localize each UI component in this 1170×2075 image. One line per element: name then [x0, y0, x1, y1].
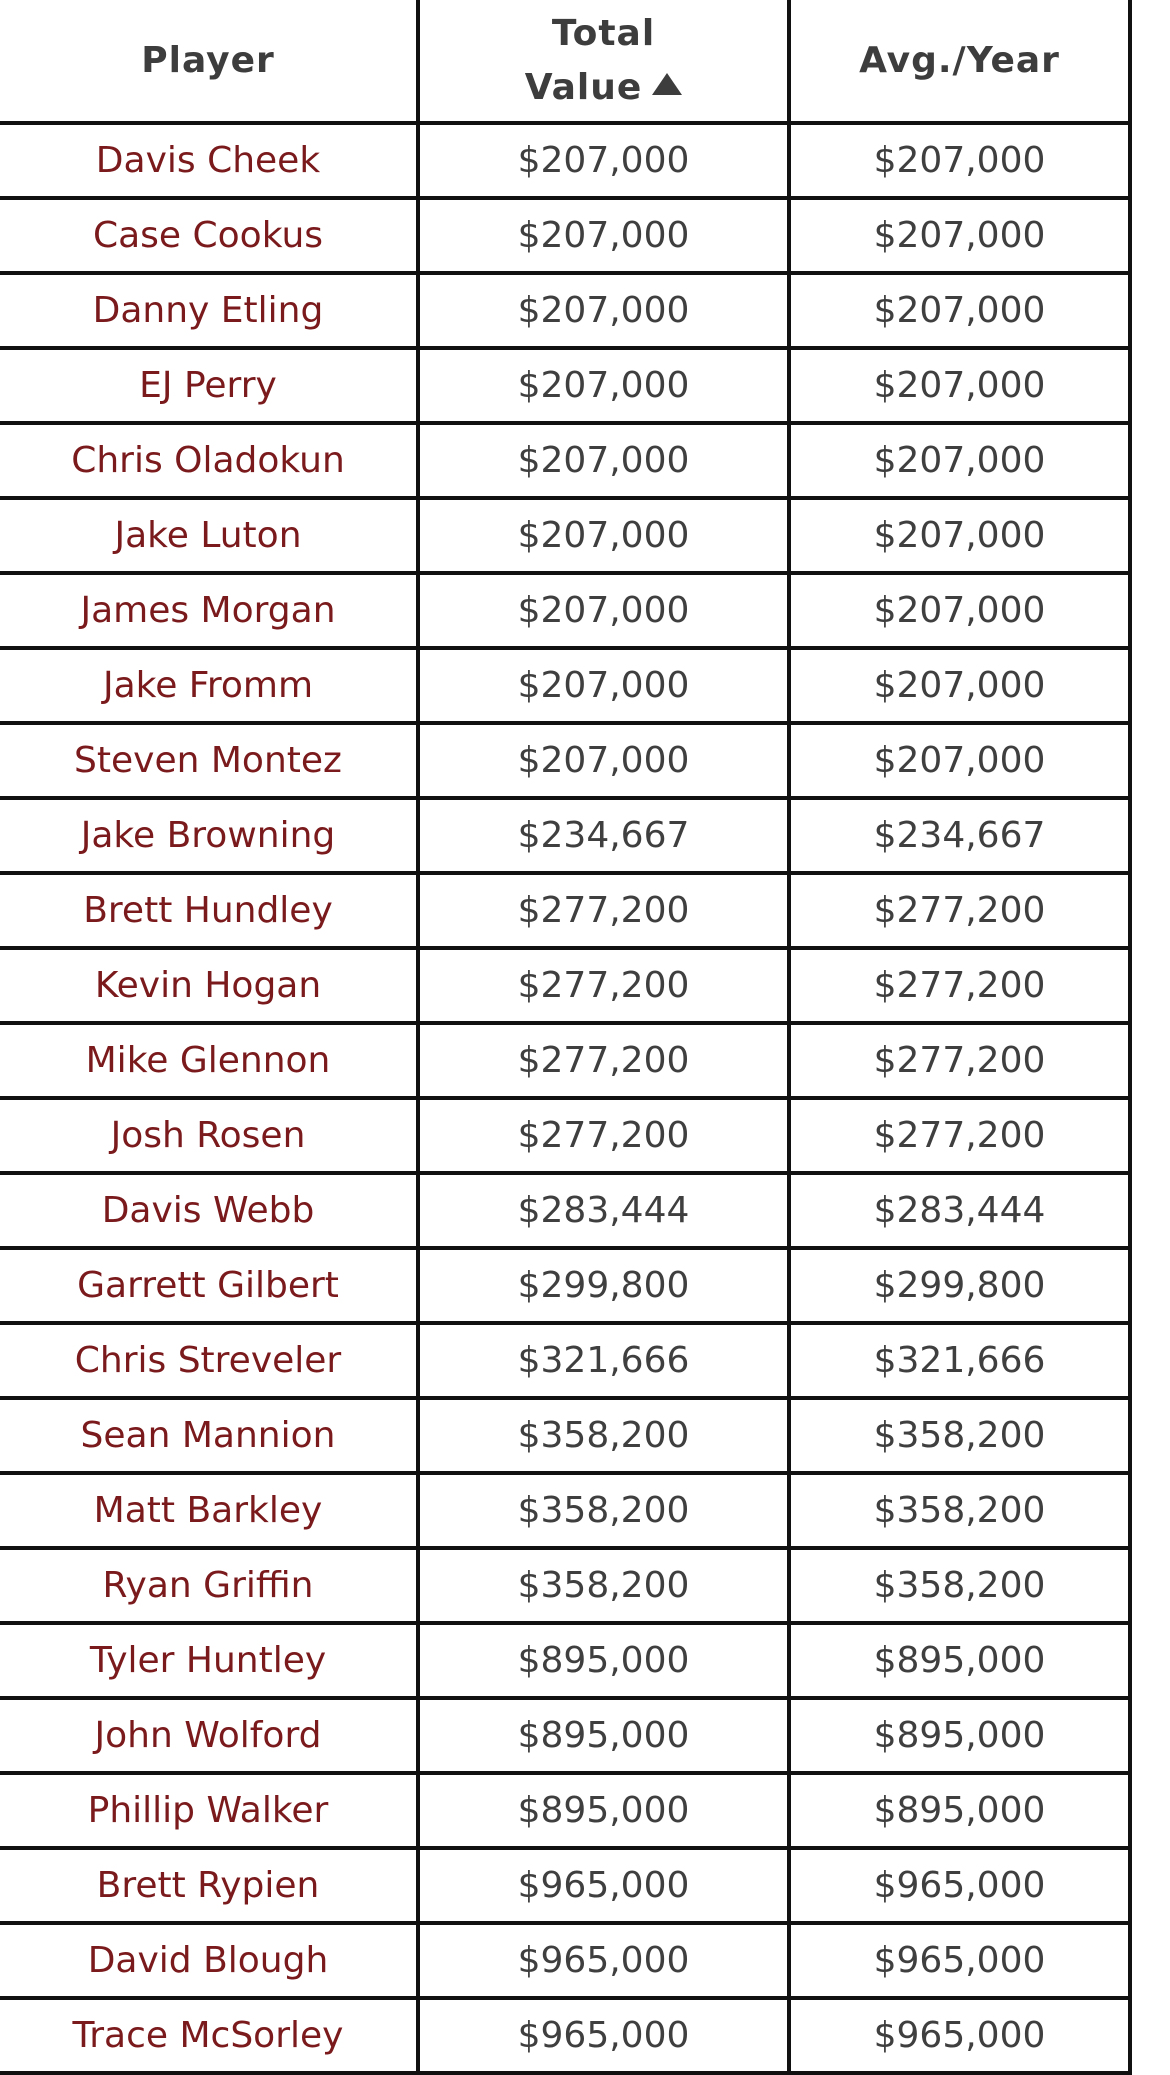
avg-per-year-cell: $277,200 [789, 948, 1130, 1023]
player-name-link[interactable]: Tyler Huntley [0, 1623, 418, 1698]
avg-per-year-cell: $277,200 [789, 1098, 1130, 1173]
avg-per-year-cell: $277,200 [789, 1023, 1130, 1098]
table-row [0, 1173, 1130, 1248]
table-row [0, 1473, 1130, 1548]
player-name-link[interactable]: David Blough [0, 1923, 418, 1998]
player-name-link[interactable]: Matt Barkley [0, 1473, 418, 1548]
total-value-cell: $277,200 [418, 873, 789, 948]
avg-per-year-cell: $207,000 [789, 423, 1130, 498]
total-value-cell: $358,200 [418, 1473, 789, 1548]
header-row [0, 0, 1130, 123]
avg-per-year-cell: $358,200 [789, 1548, 1130, 1623]
column-header-player-label: Player [141, 39, 275, 81]
avg-per-year-cell: $207,000 [789, 198, 1130, 273]
table-row [0, 1098, 1130, 1173]
column-header-total-value[interactable] [418, 0, 789, 123]
avg-per-year-cell: $207,000 [789, 648, 1130, 723]
avg-per-year-cell: $207,000 [789, 573, 1130, 648]
column-header-avg-label: Avg./Year [859, 39, 1060, 81]
table-row [0, 1248, 1130, 1323]
table-row [0, 798, 1130, 873]
table-row [0, 423, 1130, 498]
total-value-cell: $895,000 [418, 1623, 789, 1698]
table-row [0, 123, 1130, 198]
avg-per-year-cell: $358,200 [789, 1398, 1130, 1473]
total-value-cell: $207,000 [418, 273, 789, 348]
table-row [0, 573, 1130, 648]
table-row [0, 1323, 1130, 1398]
table-row [0, 198, 1130, 273]
total-value-cell: $207,000 [418, 123, 789, 198]
total-value-cell: $895,000 [418, 1698, 789, 1773]
player-name-link[interactable]: Mike Glennon [0, 1023, 418, 1098]
avg-per-year-cell: $895,000 [789, 1698, 1130, 1773]
player-name-link[interactable]: Jake Browning [0, 798, 418, 873]
player-name-link[interactable]: Brett Rypien [0, 1848, 418, 1923]
table-row [0, 1023, 1130, 1098]
table-row [0, 1773, 1130, 1848]
player-name-link[interactable]: Sean Mannion [0, 1398, 418, 1473]
table-body [0, 123, 1130, 2073]
column-header-total-label-line1: Total [551, 12, 656, 54]
avg-per-year-cell: $283,444 [789, 1173, 1130, 1248]
total-value-cell: $277,200 [418, 948, 789, 1023]
player-name-link[interactable]: Case Cookus [0, 198, 418, 273]
player-name-link[interactable]: John Wolford [0, 1698, 418, 1773]
player-name-link[interactable]: Chris Oladokun [0, 423, 418, 498]
player-name-link[interactable]: Trace McSorley [0, 1998, 418, 2073]
table-row [0, 498, 1130, 573]
sort-ascending-icon[interactable] [652, 73, 682, 95]
column-header-avg-per-year[interactable] [789, 0, 1130, 123]
total-value-cell: $207,000 [418, 573, 789, 648]
total-value-cell: $234,667 [418, 798, 789, 873]
avg-per-year-cell: $321,666 [789, 1323, 1130, 1398]
table-row [0, 1998, 1130, 2073]
table-header [0, 0, 1130, 123]
avg-per-year-cell: $207,000 [789, 348, 1130, 423]
avg-per-year-cell: $207,000 [789, 123, 1130, 198]
total-value-cell: $277,200 [418, 1098, 789, 1173]
player-name-link[interactable]: Steven Montez [0, 723, 418, 798]
player-name-link[interactable]: Brett Hundley [0, 873, 418, 948]
table-row [0, 1848, 1130, 1923]
total-value-cell: $207,000 [418, 498, 789, 573]
total-value-cell: $965,000 [418, 1923, 789, 1998]
total-value-cell: $207,000 [418, 423, 789, 498]
table-row [0, 1698, 1130, 1773]
table-row [0, 1548, 1130, 1623]
table-row [0, 648, 1130, 723]
avg-per-year-cell: $207,000 [789, 498, 1130, 573]
total-value-cell: $895,000 [418, 1773, 789, 1848]
total-value-cell: $207,000 [418, 348, 789, 423]
avg-per-year-cell: $965,000 [789, 1848, 1130, 1923]
table-row [0, 1623, 1130, 1698]
player-name-link[interactable]: Garrett Gilbert [0, 1248, 418, 1323]
player-name-link[interactable]: Ryan Griffin [0, 1548, 418, 1623]
player-name-link[interactable]: Davis Webb [0, 1173, 418, 1248]
table-row [0, 723, 1130, 798]
avg-per-year-cell: $234,667 [789, 798, 1130, 873]
player-name-link[interactable]: Danny Etling [0, 273, 418, 348]
total-value-cell: $283,444 [418, 1173, 789, 1248]
avg-per-year-cell: $358,200 [789, 1473, 1130, 1548]
player-name-link[interactable]: James Morgan [0, 573, 418, 648]
player-name-link[interactable]: Chris Streveler [0, 1323, 418, 1398]
total-value-cell: $321,666 [418, 1323, 789, 1398]
total-value-cell: $207,000 [418, 723, 789, 798]
table-row [0, 273, 1130, 348]
player-name-link[interactable]: Jake Fromm [0, 648, 418, 723]
total-value-cell: $965,000 [418, 1998, 789, 2073]
avg-per-year-cell: $895,000 [789, 1623, 1130, 1698]
avg-per-year-cell: $277,200 [789, 873, 1130, 948]
column-header-player[interactable] [0, 0, 418, 123]
avg-per-year-cell: $207,000 [789, 723, 1130, 798]
column-header-total-label-line2: Value [524, 66, 643, 108]
table-row [0, 948, 1130, 1023]
table-row [0, 348, 1130, 423]
avg-per-year-cell: $207,000 [789, 273, 1130, 348]
player-name-link[interactable]: Phillip Walker [0, 1773, 418, 1848]
table-row [0, 1398, 1130, 1473]
player-name-link[interactable]: Josh Rosen [0, 1098, 418, 1173]
avg-per-year-cell: $965,000 [789, 1923, 1130, 1998]
total-value-cell: $358,200 [418, 1398, 789, 1473]
avg-per-year-cell: $299,800 [789, 1248, 1130, 1323]
total-value-cell: $207,000 [418, 198, 789, 273]
total-value-cell: $299,800 [418, 1248, 789, 1323]
avg-per-year-cell: $965,000 [789, 1998, 1130, 2073]
total-value-cell: $358,200 [418, 1548, 789, 1623]
table-row [0, 873, 1130, 948]
total-value-cell: $207,000 [418, 648, 789, 723]
total-value-cell: $965,000 [418, 1848, 789, 1923]
player-name-link[interactable]: Davis Cheek [0, 123, 418, 198]
player-name-link[interactable]: Kevin Hogan [0, 948, 418, 1023]
player-name-link[interactable]: EJ Perry [0, 348, 418, 423]
total-value-cell: $277,200 [418, 1023, 789, 1098]
avg-per-year-cell: $895,000 [789, 1773, 1130, 1848]
table-row [0, 1923, 1130, 1998]
player-name-link[interactable]: Jake Luton [0, 498, 418, 573]
